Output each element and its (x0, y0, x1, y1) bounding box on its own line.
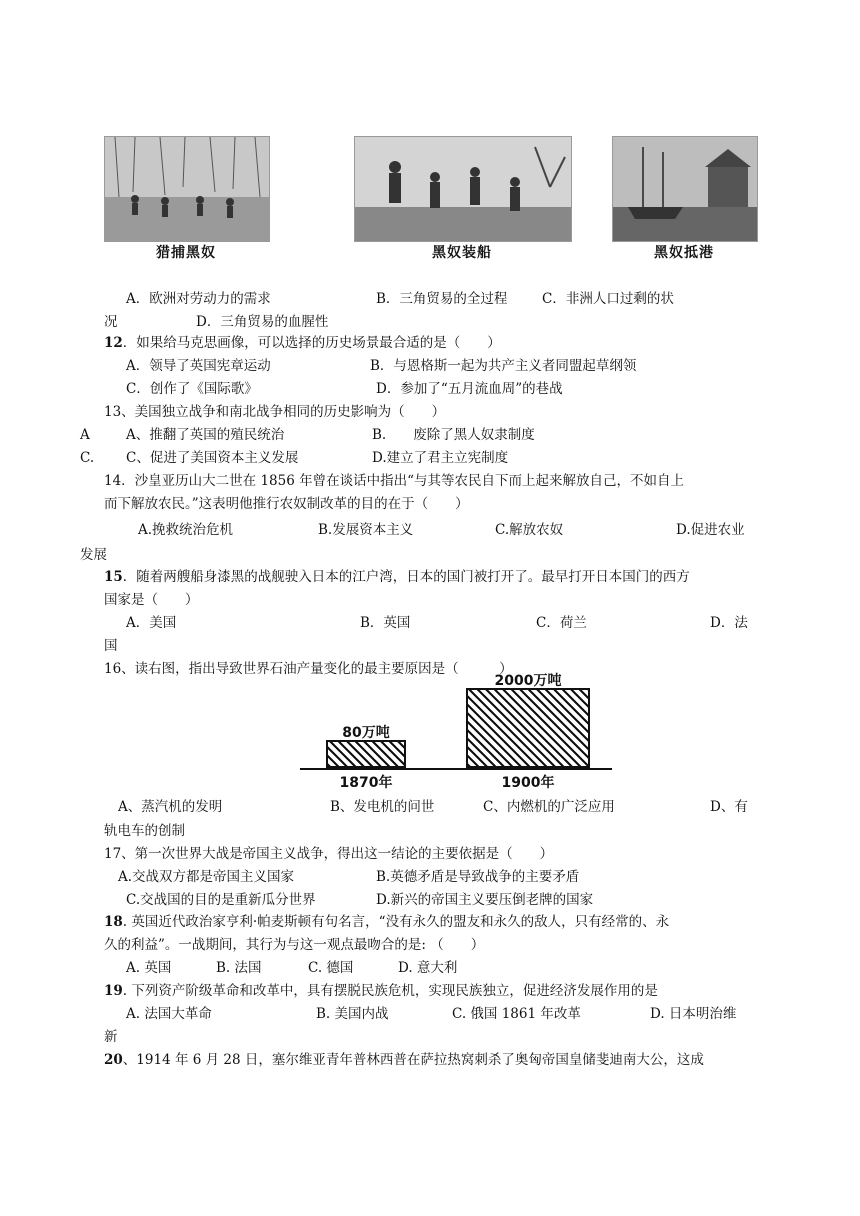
q15-stem-line1 (104, 568, 690, 586)
q12-option-d: D．参加了“五月流血周”的巷战 (376, 381, 563, 397)
bar-value-label-1900: 2000万吨 (494, 673, 562, 689)
q15-option-a: A．美国 (126, 615, 177, 631)
q17-option-a: A.交战双方都是帝国主义国家 (118, 869, 295, 885)
q19-stem-text: . 下列资产阶级革命和改革中，具有摆脱民族危机，实现民族独立，促进经济发展作用的是 (122, 983, 658, 999)
q18-option-b: B. 法国 (216, 960, 262, 976)
q15-option-b: B．英国 (360, 615, 411, 631)
bar-value-label-1870: 80万吨 (342, 725, 390, 741)
q15-stem-text: ．随着两艘船身漆黑的战舰驶入日本的江户湾，日本的国门被打开了。最早打开日本国门的西方 (122, 569, 690, 585)
category-label-1900: 1900年 (501, 775, 555, 791)
q14-option-c: C.解放农奴 (495, 522, 564, 538)
q14-stem-line2: 而下解放农民。”这表明他推行农奴制改革的目的在于（ ） (104, 496, 469, 512)
engraving-harbor-scene (613, 137, 757, 241)
q17-option-b: B.英德矛盾是导致战争的主要矛盾 (376, 869, 580, 885)
q19-stem (104, 982, 658, 1000)
q20-stem-text: 、1914 年 6 月 28 日，塞尔维亚青年普林西普在萨拉热窝刺杀了奥匈帝国皇储斐迪南大公，这成 (122, 1052, 704, 1068)
q18-stem-line2: 久的利益”。一战期间，其行为与这一观点最吻合的是: （ ） (104, 937, 485, 953)
q16-stem: 16、读右图，指出导致世界石油产量变化的最主要原因是（ ） (104, 661, 513, 677)
q15-number: 15 (104, 569, 123, 585)
q13-stem: 13、美国独立战争和南北战争相同的历史影响为（ ） (104, 404, 446, 420)
engraving-hunting-scene (105, 137, 269, 241)
oil-production-chart (300, 673, 612, 794)
q15-option-c: C．荷兰 (536, 615, 587, 631)
q12-number: 12 (104, 335, 123, 351)
q14-option-a: A.挽救统治危机 (138, 522, 234, 538)
q11-option-d: D．三角贸易的血腥性 (196, 314, 329, 330)
q20-number: 20 (104, 1052, 123, 1068)
image-loading-slaves (354, 136, 572, 242)
bar-1900 (466, 688, 590, 768)
category-label-1870: 1870年 (339, 775, 393, 791)
q11-option-b: B．三角贸易的全过程 (376, 291, 508, 307)
q15-option-d-cont: 国 (104, 638, 118, 654)
q19-number: 19 (104, 983, 123, 999)
q13-option-a: A、推翻了英国的殖民统治 (126, 427, 285, 443)
q12-stem (104, 334, 501, 352)
q16-option-d: D、有 (710, 799, 748, 815)
q14-option-d-cont: 发展 (80, 547, 107, 563)
image-arriving-slaves (612, 136, 758, 242)
q15-stem-line2: 国家是（ ） (104, 592, 199, 608)
q19-option-d-cont: 新 (104, 1029, 118, 1045)
q14-option-b: B.发展资本主义 (318, 522, 414, 538)
q16-option-d-cont: 轨电车的创制 (104, 823, 185, 839)
q11-option-c-cont: 况 (104, 314, 118, 330)
q16-option-b: B、发电机的问世 (330, 799, 435, 815)
image-hunting-slaves (104, 136, 270, 242)
engraving-loading-scene (355, 137, 571, 241)
q13-mark-a: A (80, 427, 90, 443)
q17-option-d: D.新兴的帝国主义要压倒老牌的国家 (376, 892, 594, 908)
q13-option-d: D.建立了君主立宪制度 (372, 450, 509, 466)
q15-option-d: D．法 (710, 615, 748, 631)
q12-option-c: C．创作了《国际歌》 (126, 381, 258, 397)
q14-stem-line1: 14．沙皇亚历山大二世在 1856 年曾在谈话中指出“与其等农民自下而上起来解放自己，不如自上 (104, 473, 685, 489)
q13-option-c: C、促进了美国资本主义发展 (126, 450, 299, 466)
q19-option-a: A. 法国大革命 (126, 1006, 212, 1022)
image-caption: 猎捕黑奴 (156, 245, 216, 261)
q18-stem-line1 (104, 913, 669, 931)
q19-option-c: C. 俄国 1861 年改革 (452, 1006, 581, 1022)
q13-mark-c: C. (80, 450, 95, 466)
q16-option-a: A、蒸汽机的发明 (118, 799, 223, 815)
q18-option-d: D. 意大利 (398, 960, 458, 976)
q11-option-a: A．欧洲对劳动力的需求 (126, 291, 271, 307)
q18-option-a: A. 英国 (126, 960, 172, 976)
q17-stem: 17、第一次世界大战是帝国主义战争，得出这一结论的主要依据是（ ） (104, 846, 554, 862)
image-caption: 黑奴装船 (432, 245, 492, 261)
bar-1870 (326, 740, 406, 768)
chart-baseline (300, 768, 612, 770)
q19-option-d: D. 日本明治维 (650, 1006, 737, 1022)
q12-stem-text: ．如果给马克思画像，可以选择的历史场景最合适的是（ ） (122, 335, 501, 351)
q12-option-a: A．领导了英国宪章运动 (126, 358, 271, 374)
q16-option-c: C、内燃机的广泛应用 (483, 799, 615, 815)
q18-option-c: C. 德国 (308, 960, 354, 976)
q11-option-c: C．非洲人口过剩的状 (542, 291, 674, 307)
q20-stem (104, 1051, 704, 1069)
image-caption: 黑奴抵港 (654, 245, 714, 261)
q13-option-b: B. 废除了黑人奴隶制度 (372, 427, 535, 443)
q19-option-b: B. 美国内战 (316, 1006, 389, 1022)
q12-option-b: B．与恩格斯一起为共产主义者同盟起草纲领 (370, 358, 637, 374)
q18-number: 18 (104, 914, 123, 930)
q17-option-c: C.交战国的目的是重新瓜分世界 (126, 892, 316, 908)
q14-option-d: D.促进农业 (676, 522, 745, 538)
q18-stem-text: . 英国近代政治家亨利·帕麦斯顿有句名言，“没有永久的盟友和永久的敌人，只有经常的、永 (122, 914, 670, 930)
